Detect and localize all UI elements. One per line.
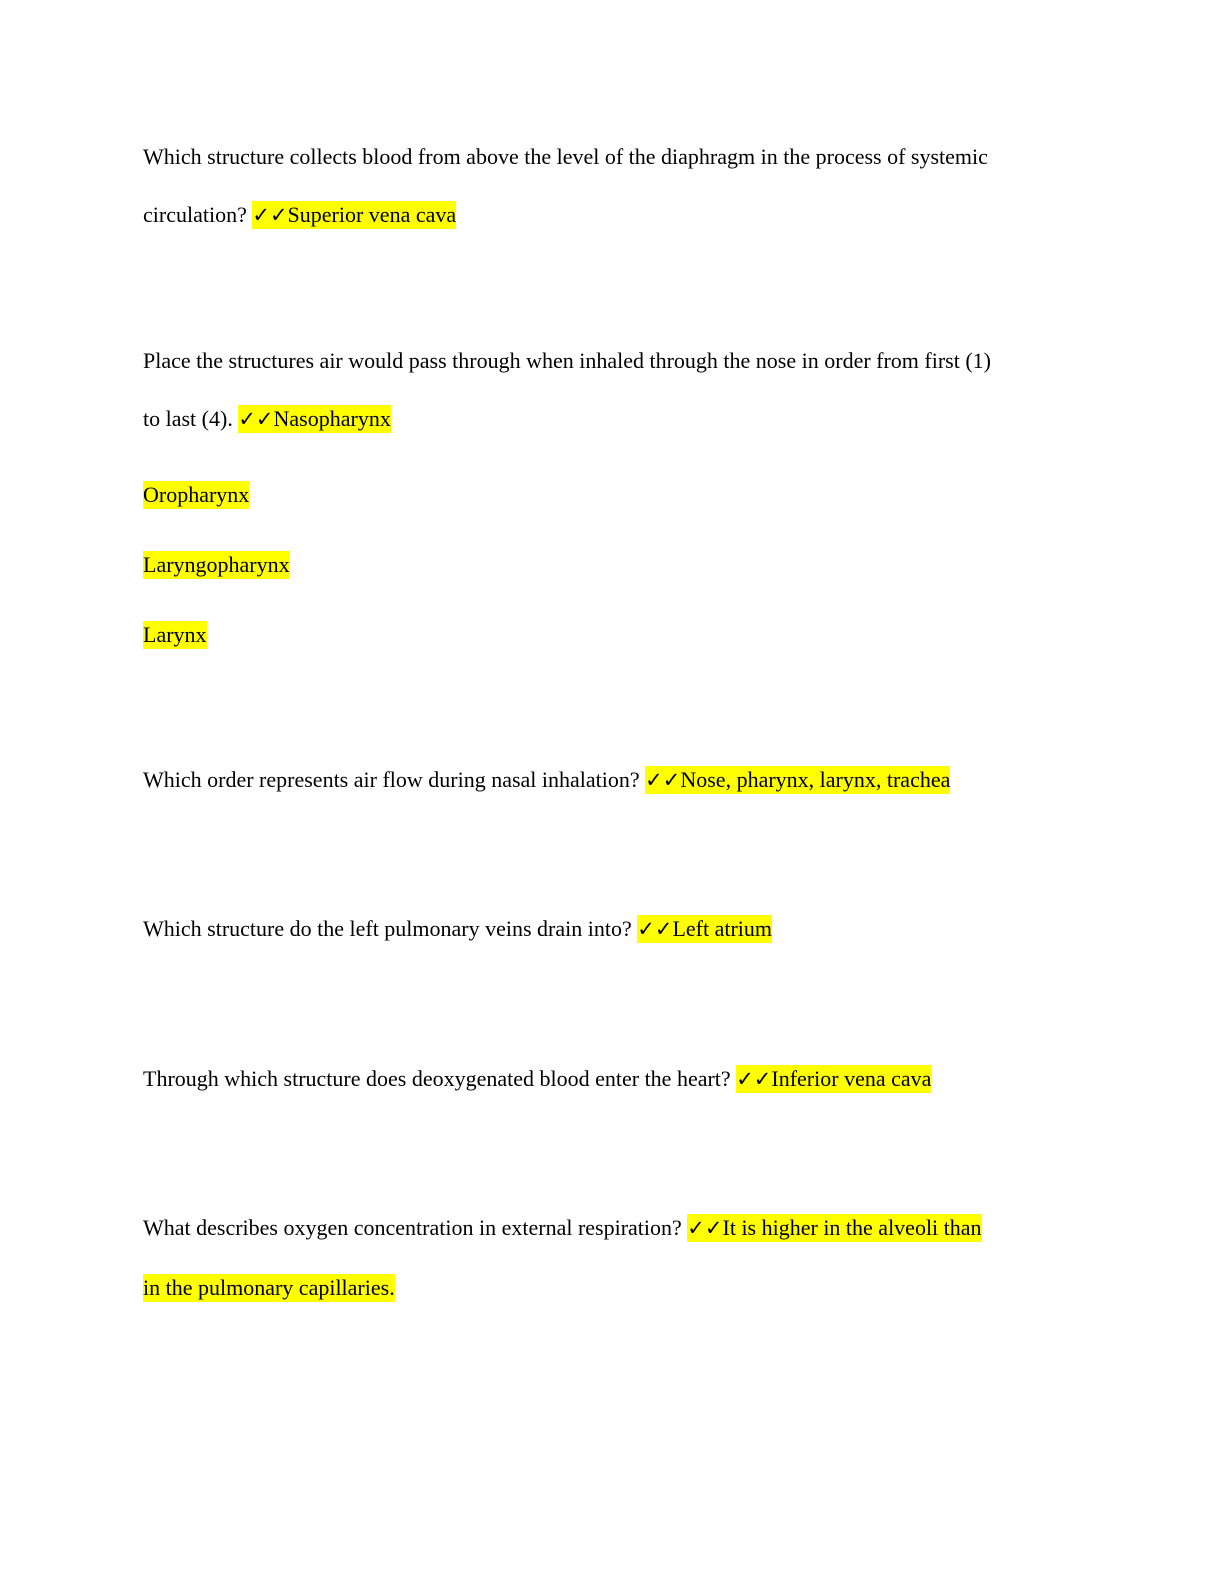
question-line xyxy=(143,404,391,434)
double-check-icon: ✓✓ xyxy=(736,1067,772,1091)
question-text: Which structure do the left pulmonary veins drain into? xyxy=(143,916,638,941)
question-text: to last (4). xyxy=(143,406,239,431)
answer-highlight xyxy=(645,766,950,794)
answer-text: Superior vena cava xyxy=(287,202,457,227)
answer-text: Laryngopharynx xyxy=(143,552,290,577)
answer-highlight xyxy=(238,405,391,433)
question-text: Through which structure does deoxygenated blood enter the heart? xyxy=(143,1066,737,1091)
question-text: Place the structures air would pass through when inhaled through the nose in order from first (1) xyxy=(143,348,992,373)
answer-text: Oropharynx xyxy=(143,482,250,507)
question-line xyxy=(143,914,772,944)
double-check-icon: ✓✓ xyxy=(687,1216,723,1240)
double-check-icon: ✓✓ xyxy=(645,768,681,792)
question-text: Which order represents air flow during nasal inhalation? xyxy=(143,767,646,792)
answer-line xyxy=(143,550,290,580)
answer-highlight xyxy=(687,1214,981,1242)
question-line xyxy=(143,1213,982,1243)
question-text: What describes oxygen concentration in external respiration? xyxy=(143,1215,688,1240)
answer-text: Left atrium xyxy=(672,916,773,941)
question-line xyxy=(143,1064,931,1094)
question-line xyxy=(143,765,950,795)
answer-highlight xyxy=(736,1065,931,1093)
double-check-icon: ✓✓ xyxy=(238,407,274,431)
double-check-icon: ✓✓ xyxy=(637,917,673,941)
answer-text: Nasopharynx xyxy=(273,406,391,431)
question-text: circulation? xyxy=(143,202,253,227)
answer-line xyxy=(143,480,249,510)
answer-text: in the pulmonary capillaries. xyxy=(143,1275,395,1300)
answer-line xyxy=(143,620,207,650)
answer-line xyxy=(143,1273,395,1303)
question-line xyxy=(143,200,456,230)
answer-text: Nose, pharynx, larynx, trachea xyxy=(680,767,951,792)
answer-text: Inferior vena cava xyxy=(771,1066,932,1091)
answer-text: It is higher in the alveoli than xyxy=(722,1215,982,1240)
answer-highlight xyxy=(252,201,456,229)
double-check-icon: ✓✓ xyxy=(252,203,288,227)
answer-highlight xyxy=(637,915,772,943)
answer-text: Larynx xyxy=(143,622,207,647)
question-text: Which structure collects blood from above the level of the diaphragm in the process of systemic xyxy=(143,144,988,169)
